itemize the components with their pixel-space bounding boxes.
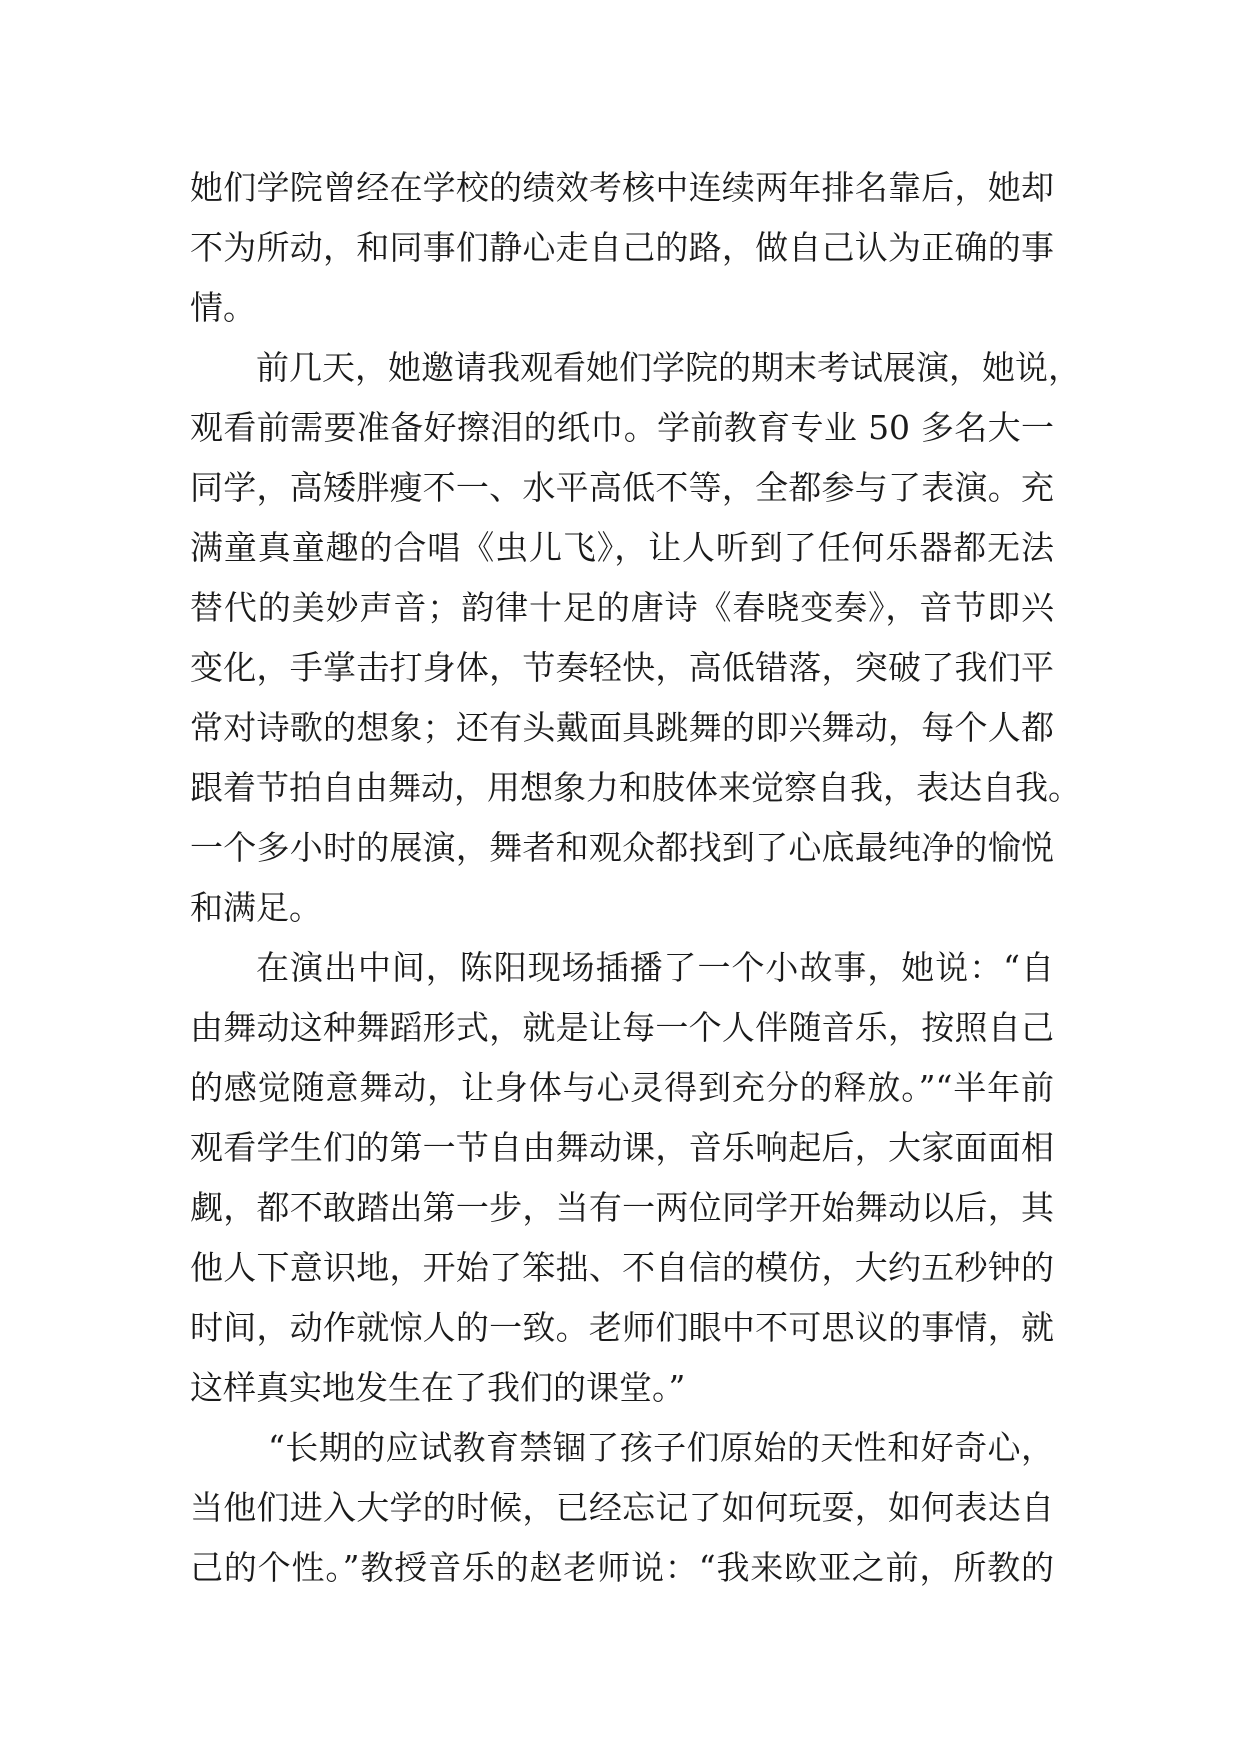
text-line: 的感觉随意舞动，让身体与心灵得到充分的释放。”“半年前 — [190, 1068, 1054, 1107]
text-line: 己的个性。”教授音乐的赵老师说：“我来欧亚之前，所教的 — [190, 1548, 1054, 1587]
text-line: 他人下意识地，开始了笨拙、不自信的模仿，大约五秒钟的 — [190, 1248, 1054, 1287]
text-line: 观看前需要准备好擦泪的纸巾。学前教育专业 50 多名大一 — [190, 408, 1054, 447]
document-page — [190, 158, 1081, 1598]
text-line: 满童真童趣的合唱《虫儿飞》，让人听到了任何乐器都无法 — [190, 528, 1054, 567]
paragraph-3 — [190, 938, 1054, 1418]
text-line: 在演出中间，陈阳现场插播了一个小故事，她说：“自 — [256, 948, 1054, 987]
text-line: 变化，手掌击打身体，节奏轻快，高低错落，突破了我们平 — [190, 648, 1054, 687]
text-line: 替代的美妙声音；韵律十足的唐诗《春晓变奏》，音节即兴 — [190, 588, 1054, 627]
text-line: 她们学院曾经在学校的绩效考核中连续两年排名靠后，她却 — [190, 168, 1054, 207]
text-line: 觑，都不敢踏出第一步，当有一两位同学开始舞动以后，其 — [190, 1188, 1054, 1227]
text-line: 不为所动，和同事们静心走自己的路，做自己认为正确的事 — [190, 228, 1054, 267]
text-line: “长期的应试教育禁锢了孩子们原始的天性和好奇心， — [268, 1428, 1054, 1467]
text-line: 跟着节拍自由舞动，用想象力和肢体来觉察自我，表达自我。 — [190, 768, 1081, 807]
text-line: 同学，高矮胖瘦不一、水平高低不等，全都参与了表演。充 — [190, 468, 1054, 507]
text-line: 观看学生们的第一节自由舞动课，音乐响起后，大家面面相 — [190, 1128, 1054, 1167]
paragraph-2 — [190, 338, 1081, 938]
text-line: 由舞动这种舞蹈形式，就是让每一个人伴随音乐，按照自己 — [190, 1008, 1054, 1047]
paragraph-4 — [190, 1418, 1054, 1598]
text-line: 情。 — [190, 288, 256, 327]
text-line: 当他们进入大学的时候，已经忘记了如何玩耍，如何表达自 — [190, 1488, 1054, 1527]
text-line: 常对诗歌的想象；还有头戴面具跳舞的即兴舞动，每个人都 — [190, 708, 1054, 747]
text-line: 这样真实地发生在了我们的课堂。” — [190, 1368, 686, 1407]
text-line: 时间，动作就惊人的一致。老师们眼中不可思议的事情，就 — [190, 1308, 1054, 1347]
text-line: 前几天，她邀请我观看她们学院的期末考试展演，她说， — [256, 348, 1081, 387]
text-line: 和满足。 — [190, 888, 322, 927]
text-line: 一个多小时的展演，舞者和观众都找到了心底最纯净的愉悦 — [190, 828, 1054, 867]
paragraph-1 — [190, 158, 1054, 338]
